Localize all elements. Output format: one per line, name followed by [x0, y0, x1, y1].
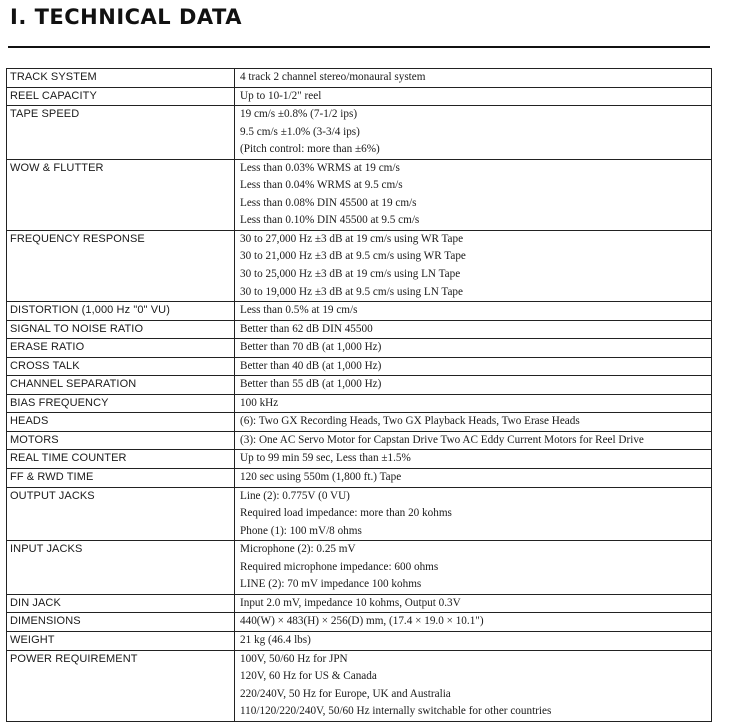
- spec-value-line: Better than 62 dB DIN 45500: [240, 322, 373, 335]
- spec-label: OUTPUT JACKS: [10, 489, 95, 502]
- spec-label-cell: [7, 230, 235, 301]
- spec-value-line: 110/120/220/240V, 50/60 Hz internally switchable for other countries: [240, 705, 552, 718]
- spec-label: ERASE RATIO: [10, 341, 85, 354]
- spec-value-cell: [235, 394, 712, 413]
- spec-label: SIGNAL TO NOISE RATIO: [10, 322, 144, 335]
- spec-value-cell: [235, 487, 712, 541]
- spec-value-cell: [235, 650, 712, 721]
- spec-label: TRACK SYSTEM: [10, 71, 97, 83]
- spec-value-cell: [235, 413, 712, 432]
- spec-label: CROSS TALK: [10, 359, 80, 372]
- spec-value-cell: [235, 594, 712, 613]
- spec-label-cell: [7, 87, 235, 106]
- spec-value-line: Less than 0.04% WRMS at 9.5 cm/s: [240, 179, 403, 192]
- spec-value-line: 30 to 25,000 Hz ±3 dB at 19 cm/s using LN Tape: [240, 268, 461, 281]
- spec-value-cell: [235, 450, 712, 469]
- spec-value-line: Less than 0.5% at 19 cm/s: [240, 304, 358, 317]
- spec-value-line: 440(W) × 483(H) × 256(D) mm, (17.4 × 19.0 × 10.1"): [240, 615, 484, 628]
- spec-value-line: 30 to 19,000 Hz ±3 dB at 9.5 cm/s using LN Tape: [240, 285, 463, 298]
- technical-data-table: [6, 68, 712, 722]
- spec-row: [7, 594, 712, 613]
- spec-value-cell: [235, 469, 712, 488]
- spec-label: POWER REQUIREMENT: [10, 652, 138, 665]
- spec-value-line: Better than 55 dB (at 1,000 Hz): [240, 378, 382, 391]
- spec-value-cell: [235, 631, 712, 650]
- spec-value-cell: [235, 69, 712, 88]
- technical-data-body: [7, 69, 712, 722]
- spec-label-cell: [7, 650, 235, 721]
- spec-value-line: 100 kHz: [240, 396, 279, 409]
- spec-label: DIN JACK: [10, 596, 61, 609]
- spec-label: DIMENSIONS: [10, 615, 81, 628]
- spec-value-line: 120 sec using 550m (1,800 ft.) Tape: [240, 471, 402, 484]
- spec-row: [7, 431, 712, 450]
- spec-value-cell: [235, 339, 712, 358]
- spec-value-line: 30 to 27,000 Hz ±3 dB at 19 cm/s using WR Tape: [240, 232, 464, 245]
- spec-value-cell: [235, 357, 712, 376]
- spec-label: WEIGHT: [10, 633, 55, 646]
- spec-value-line: Up to 99 min 59 sec, Less than ±1.5%: [240, 452, 411, 465]
- spec-value-cell: [235, 159, 712, 230]
- spec-row: [7, 87, 712, 106]
- spec-value-line: 220/240V, 50 Hz for Europe, UK and Australia: [240, 687, 451, 700]
- spec-label-cell: [7, 376, 235, 395]
- spec-row: [7, 302, 712, 321]
- spec-label-cell: [7, 541, 235, 595]
- spec-label-cell: [7, 159, 235, 230]
- spec-label-cell: [7, 431, 235, 450]
- spec-value-line: (Pitch control: more than ±6%): [240, 143, 380, 156]
- spec-value-line: Required load impedance: more than 20 kohms: [240, 507, 452, 520]
- spec-label: HEADS: [10, 415, 49, 428]
- spec-value-cell: [235, 87, 712, 106]
- spec-value-line: Less than 0.08% DIN 45500 at 19 cm/s: [240, 196, 417, 209]
- spec-row: [7, 357, 712, 376]
- spec-row: [7, 159, 712, 230]
- spec-row: [7, 394, 712, 413]
- spec-value-line: Better than 40 dB (at 1,000 Hz): [240, 359, 382, 372]
- spec-row: [7, 469, 712, 488]
- spec-value-line: Line (2): 0.775V (0 VU): [240, 489, 350, 502]
- spec-value-line: 21 kg (46.4 lbs): [240, 633, 311, 646]
- spec-value-line: 100V, 50/60 Hz for JPN: [240, 652, 348, 665]
- spec-value-cell: [235, 230, 712, 301]
- spec-row: [7, 487, 712, 541]
- spec-value-line: (6): Two GX Recording Heads, Two GX Playback Heads, Two Erase Heads: [240, 415, 580, 428]
- spec-row: [7, 339, 712, 358]
- spec-label: FREQUENCY RESPONSE: [10, 232, 145, 245]
- spec-row: [7, 413, 712, 432]
- spec-label-cell: [7, 594, 235, 613]
- spec-label-cell: [7, 613, 235, 632]
- spec-label-cell: [7, 320, 235, 339]
- spec-value-line: 30 to 21,000 Hz ±3 dB at 9.5 cm/s using WR Tape: [240, 250, 466, 263]
- spec-value-line: Input 2.0 mV, impedance 10 kohms, Output 0.3V: [240, 596, 461, 609]
- spec-label-cell: [7, 106, 235, 160]
- spec-value-line: 4 track 2 channel stereo/monaural system: [240, 71, 426, 83]
- spec-label-cell: [7, 450, 235, 469]
- spec-label: BIAS FREQUENCY: [10, 396, 109, 409]
- spec-row: [7, 631, 712, 650]
- spec-value-cell: [235, 541, 712, 595]
- spec-row: [7, 106, 712, 160]
- spec-label: TAPE SPEED: [10, 108, 80, 121]
- spec-row: [7, 613, 712, 632]
- spec-value-line: Up to 10-1/2" reel: [240, 89, 322, 102]
- spec-value-line: LINE (2): 70 mV impedance 100 kohms: [240, 578, 422, 591]
- spec-label-cell: [7, 302, 235, 321]
- spec-value-cell: [235, 613, 712, 632]
- spec-value-cell: [235, 376, 712, 395]
- spec-value-cell: [235, 320, 712, 339]
- spec-value-line: (3): One AC Servo Motor for Capstan Drive Two AC Eddy Current Motors for Reel Drive: [240, 433, 644, 446]
- spec-label: REEL CAPACITY: [10, 89, 97, 102]
- spec-row: [7, 69, 712, 88]
- spec-value-line: Less than 0.10% DIN 45500 at 9.5 cm/s: [240, 214, 420, 227]
- spec-label: INPUT JACKS: [10, 543, 83, 556]
- spec-value-line: Less than 0.03% WRMS at 19 cm/s: [240, 161, 400, 174]
- spec-value-line: Phone (1): 100 mV/8 ohms: [240, 524, 362, 537]
- spec-value-line: 9.5 cm/s ±1.0% (3-3/4 ips): [240, 125, 360, 138]
- spec-label-cell: [7, 469, 235, 488]
- spec-value-line: Required microphone impedance: 600 ohms: [240, 560, 439, 573]
- spec-row: [7, 650, 712, 721]
- spec-label: MOTORS: [10, 433, 59, 446]
- spec-label: DISTORTION (1,000 Hz "0" VU): [10, 304, 170, 317]
- spec-row: [7, 320, 712, 339]
- spec-label-cell: [7, 69, 235, 88]
- spec-row: [7, 376, 712, 395]
- spec-value-cell: [235, 431, 712, 450]
- spec-label: FF & RWD TIME: [10, 471, 94, 484]
- spec-row: [7, 230, 712, 301]
- spec-value-cell: [235, 106, 712, 160]
- spec-label-cell: [7, 357, 235, 376]
- spec-label-cell: [7, 339, 235, 358]
- spec-value-line: Better than 70 dB (at 1,000 Hz): [240, 341, 382, 354]
- spec-label-cell: [7, 631, 235, 650]
- spec-label: REAL TIME COUNTER: [10, 452, 127, 465]
- spec-value-line: 120V, 60 Hz for US & Canada: [240, 670, 377, 683]
- spec-value-line: 19 cm/s ±0.8% (7-1/2 ips): [240, 108, 358, 121]
- spec-label-cell: [7, 487, 235, 541]
- spec-label-cell: [7, 394, 235, 413]
- spec-value-cell: [235, 302, 712, 321]
- spec-row: [7, 450, 712, 469]
- spec-row: [7, 541, 712, 595]
- spec-label-cell: [7, 413, 235, 432]
- page-title: I. TECHNICAL DATA: [10, 5, 243, 29]
- spec-label: WOW & FLUTTER: [10, 161, 104, 174]
- spec-label: CHANNEL SEPARATION: [10, 378, 137, 391]
- title-rule: [8, 46, 710, 48]
- spec-value-line: Microphone (2): 0.25 mV: [240, 543, 356, 556]
